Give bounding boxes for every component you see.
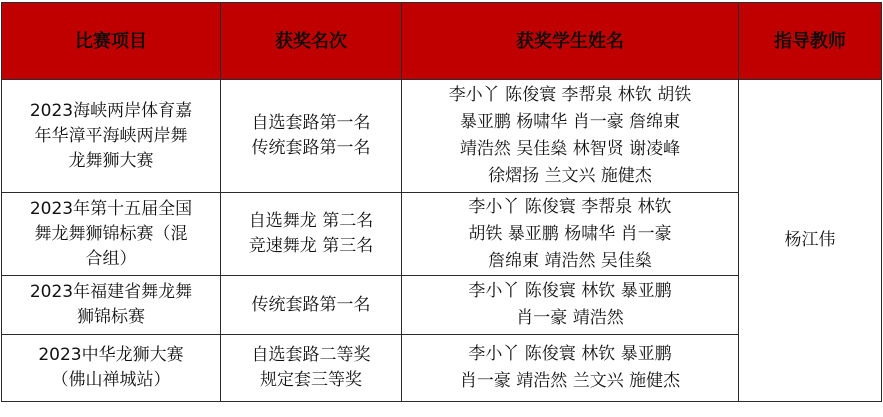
students-line: 靖浩然 吴佳燊 林智贤 谢凌峰: [459, 139, 681, 159]
header-event: 比赛项目: [2, 3, 221, 80]
award-cell: [221, 335, 402, 402]
header-students: 获奖学生姓名: [402, 3, 739, 80]
header-row: [2, 3, 882, 80]
award-line: 自选套路第一名: [251, 113, 371, 133]
event-line: 2023年第十五届全国: [29, 198, 193, 219]
students-line: 暴亚鹏 杨啸华 肖一豪 詹绵東: [459, 112, 681, 132]
event-line: 2023中华龙狮大赛: [38, 345, 184, 365]
students-line: 詹绵東 靖浩然 吴佳燊: [488, 250, 652, 271]
award-cell: [221, 193, 402, 276]
students-cell: [402, 80, 739, 193]
award-line: 自选舞龙 第二名: [248, 211, 374, 231]
award-line: 自选套路二等奖: [251, 345, 371, 365]
students-line: 肖一豪 靖浩然: [516, 308, 624, 328]
table-row: [2, 80, 882, 193]
students-line: 李小丫 陈俊寰 林钦 暴亚鹏: [468, 281, 672, 301]
event-line: （佛山禅城站）: [51, 370, 171, 390]
award-line: 规定套三等奖: [260, 370, 362, 390]
event-cell: [2, 193, 221, 276]
event-line: 2023年福建省舞龙舞: [29, 282, 193, 302]
students-line: 徐熠扬 兰文兴 施健杰: [488, 166, 652, 186]
event-cell: [2, 276, 221, 335]
students-line: 李小丫 陈俊寰 李帮泉 林钦: [468, 196, 672, 217]
event-line: 合组）: [85, 248, 137, 269]
students-line: 李小丫 陈俊寰 李帮泉 林钦 胡铁: [448, 85, 692, 105]
students-line: 胡铁 暴亚鹏 杨啸华 肖一豪: [468, 223, 672, 244]
award-line: 传统套路第一名: [251, 138, 371, 158]
students-line: 肖一豪 靖浩然 兰文兴 施健杰: [459, 371, 681, 391]
awards-table: [1, 2, 882, 402]
event-line: 年华漳平海峡两岸舞: [34, 125, 188, 146]
event-line: 2023海峡两岸体育嘉: [29, 100, 193, 121]
header-teacher: 指导教师: [739, 3, 882, 80]
students-line: 李小丫 陈俊寰 林钦 暴亚鹏: [468, 344, 672, 364]
event-line: 龙舞狮大赛: [68, 150, 154, 171]
award-line: 竞速舞龙 第三名: [248, 236, 374, 256]
event-line: 舞龙舞狮锦标赛（混: [34, 223, 188, 244]
teacher-cell: 杨江伟: [739, 80, 882, 402]
award-line: 传统套路第一名: [251, 294, 371, 315]
event-line: 狮锦标赛: [77, 307, 145, 327]
students-cell: [402, 335, 739, 402]
award-cell: [221, 80, 402, 193]
students-cell: [402, 276, 739, 335]
event-cell: [2, 80, 221, 193]
header-award: 获奖名次: [221, 3, 402, 80]
event-cell: [2, 335, 221, 402]
students-cell: [402, 193, 739, 276]
award-cell: [221, 276, 402, 335]
